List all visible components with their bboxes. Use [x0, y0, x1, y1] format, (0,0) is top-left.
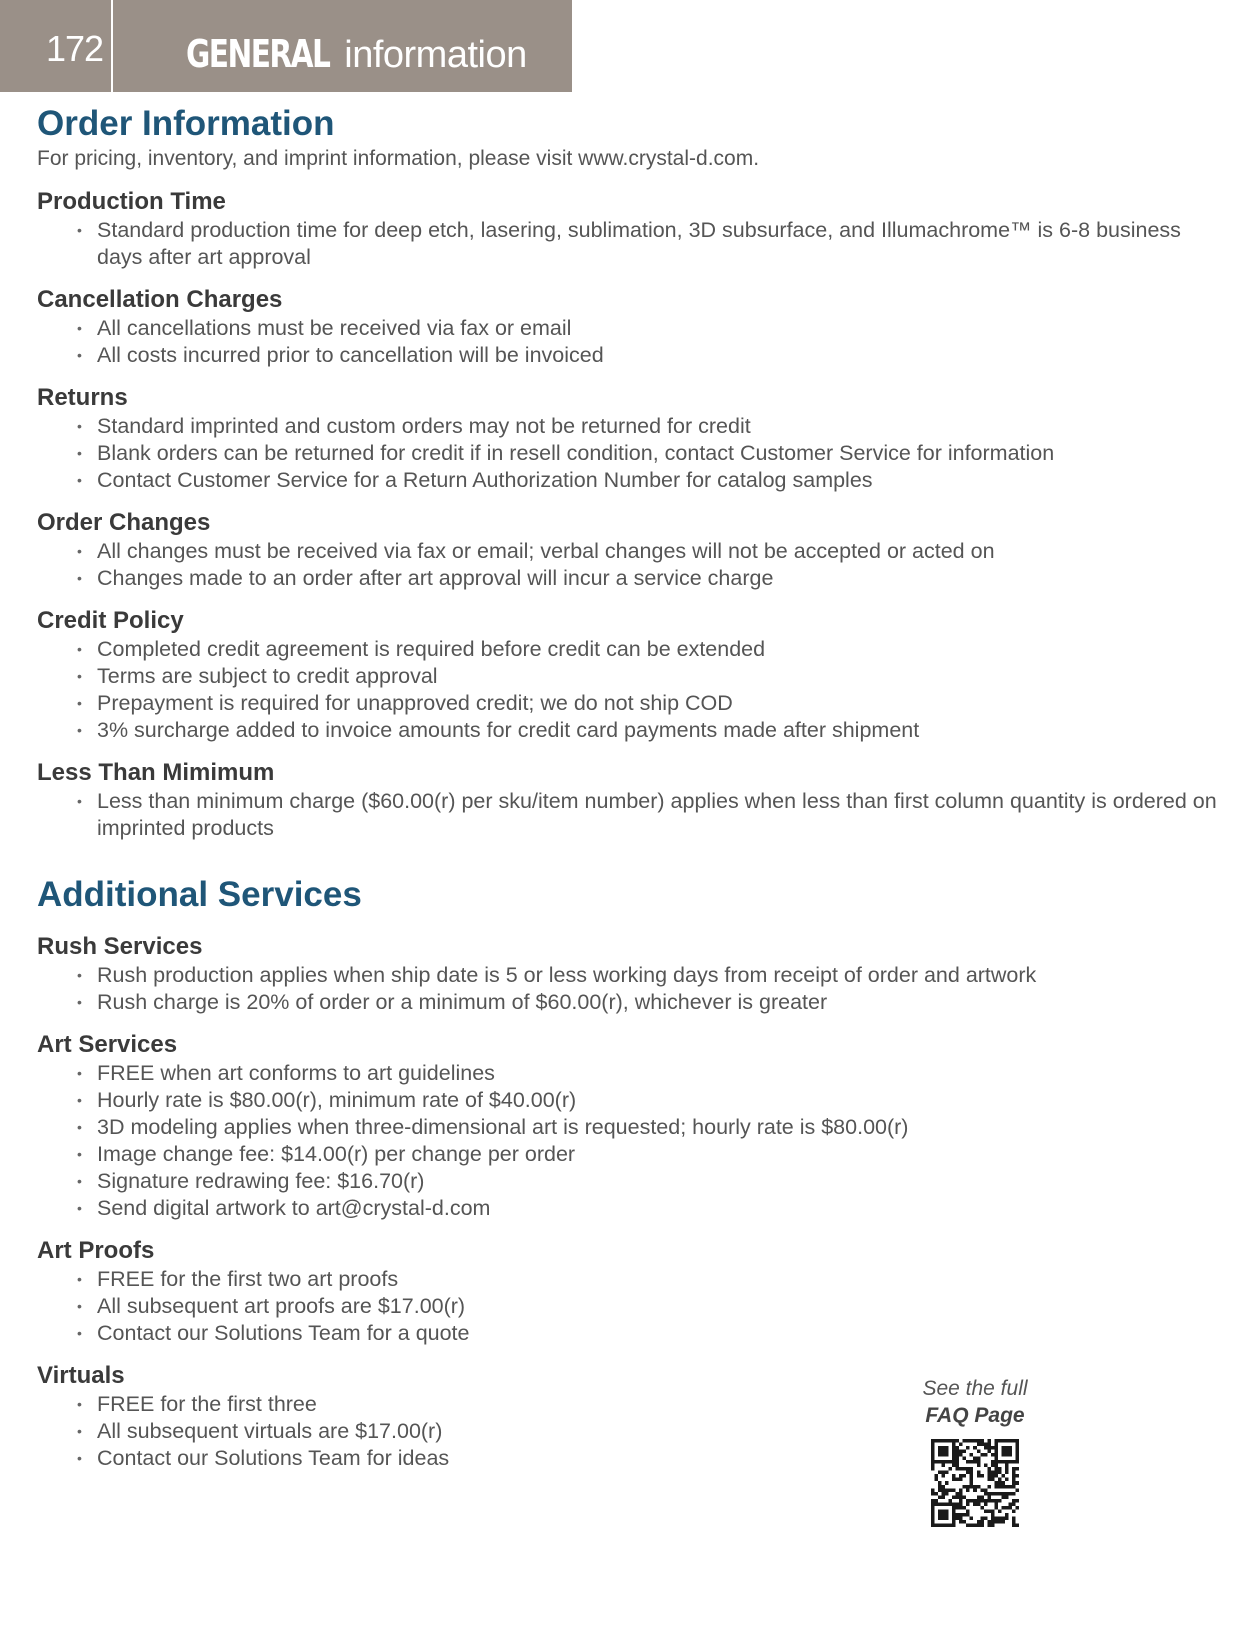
bullet-item: • 3% surcharge added to invoice amounts for credit card payments made after shipment	[77, 717, 1217, 744]
bullet-list	[37, 1060, 1217, 1222]
bullet-item: • Rush production applies when ship date is 5 or less working days from receipt of order and artwork	[77, 962, 1217, 989]
faq-page-link[interactable]: FAQ Page	[925, 1404, 1025, 1427]
group-title: Virtuals	[37, 1362, 125, 1389]
bullet-item: • Image change fee: $14.00(r) per change per order	[77, 1141, 1217, 1168]
bullet-item: • FREE for the first three	[77, 1391, 1217, 1418]
qr-code-icon[interactable]	[931, 1439, 1019, 1527]
section-group	[37, 1030, 1217, 1222]
bullet-item: • All subsequent virtuals are $17.00(r)	[77, 1418, 1217, 1445]
bullet-list	[37, 1266, 1217, 1347]
bullet-item: • Contact our Solutions Team for ideas	[77, 1445, 1217, 1472]
section-group	[37, 383, 1217, 494]
bullet-item: • Terms are subject to credit approval	[77, 663, 1217, 690]
bullet-item: • FREE for the first two art proofs	[77, 1266, 1217, 1293]
bullet-item: • Standard production time for deep etch, lasering, sublimation, 3D subsurface, and Illumachrome™ is 6-8 business days after art approval	[77, 217, 1217, 271]
section-group	[37, 606, 1217, 744]
bullet-item: • 3D modeling applies when three-dimensional art is requested; hourly rate is $80.00(r)	[77, 1114, 1217, 1141]
page-content	[37, 101, 1217, 1472]
bullet-item: • Contact Customer Service for a Return Authorization Number for catalog samples	[77, 467, 1217, 494]
bullet-item: • Contact our Solutions Team for a quote	[77, 1320, 1217, 1347]
section-group	[37, 758, 1217, 842]
bullet-list	[37, 538, 1217, 592]
group-title: Cancellation Charges	[37, 286, 283, 313]
group-title: Production Time	[37, 188, 226, 215]
qr-caption: See the full	[922, 1377, 1028, 1400]
bullet-item: • Blank orders can be returned for credit if in resell condition, contact Customer Service for information	[77, 440, 1217, 467]
group-title: Rush Services	[37, 933, 203, 960]
bullet-item: • All cancellations must be received via fax or email	[77, 315, 1217, 342]
header-title-bold: GENERAL	[186, 32, 330, 76]
group-title: Returns	[37, 384, 128, 411]
bullet-item: • Send digital artwork to art@crystal-d.com	[77, 1195, 1217, 1222]
bullet-item: • Less than minimum charge ($60.00(r) per sku/item number) applies when less than first column quantity is ordered on imprinted products	[77, 788, 1217, 842]
additional-services-title: Additional Services	[37, 875, 362, 914]
header-title-light: information	[344, 34, 527, 76]
bullet-item: • Hourly rate is $80.00(r), minimum rate of $40.00(r)	[77, 1087, 1217, 1114]
bullet-item: • Rush charge is 20% of order or a minimum of $60.00(r), whichever is greater	[77, 989, 1217, 1016]
bullet-item: • Changes made to an order after art approval will incur a service charge	[77, 565, 1217, 592]
bullet-list	[37, 788, 1217, 842]
section-group	[37, 285, 1217, 369]
bullet-item: • All costs incurred prior to cancellation will be invoiced	[77, 342, 1217, 369]
order-intro: For pricing, inventory, and imprint information, please visit www.crystal-d.com.	[37, 147, 760, 170]
order-information-groups	[37, 187, 1217, 842]
group-title: Art Proofs	[37, 1237, 155, 1264]
page-number: 172	[46, 28, 104, 69]
group-title: Art Services	[37, 1031, 178, 1058]
faq-qr-block	[900, 1375, 1050, 1527]
bullet-item: • All subsequent art proofs are $17.00(r)	[77, 1293, 1217, 1320]
page-header	[0, 0, 572, 92]
order-information-title: Order Information	[37, 104, 335, 143]
bullet-item: • Prepayment is required for unapproved credit; we do not ship COD	[77, 690, 1217, 717]
section-group	[37, 187, 1217, 271]
bullet-list	[37, 962, 1217, 1016]
bullet-list	[37, 315, 1217, 369]
section-group	[37, 1236, 1217, 1347]
header-title	[186, 32, 527, 77]
group-title: Order Changes	[37, 509, 211, 536]
section-group	[37, 508, 1217, 592]
bullet-item: • All changes must be received via fax or email; verbal changes will not be accepted or acted on	[77, 538, 1217, 565]
bullet-item: • Signature redrawing fee: $16.70(r)	[77, 1168, 1217, 1195]
header-divider	[111, 0, 113, 92]
bullet-list	[37, 636, 1217, 744]
section-group	[37, 932, 1217, 1016]
bullet-item: • Standard imprinted and custom orders may not be returned for credit	[77, 413, 1217, 440]
bullet-item: • Completed credit agreement is required before credit can be extended	[77, 636, 1217, 663]
bullet-item: • FREE when art conforms to art guidelines	[77, 1060, 1217, 1087]
bullet-list	[37, 217, 1217, 271]
group-title: Less Than Mimimum	[37, 759, 275, 786]
group-title: Credit Policy	[37, 607, 184, 634]
bullet-list	[37, 413, 1217, 494]
